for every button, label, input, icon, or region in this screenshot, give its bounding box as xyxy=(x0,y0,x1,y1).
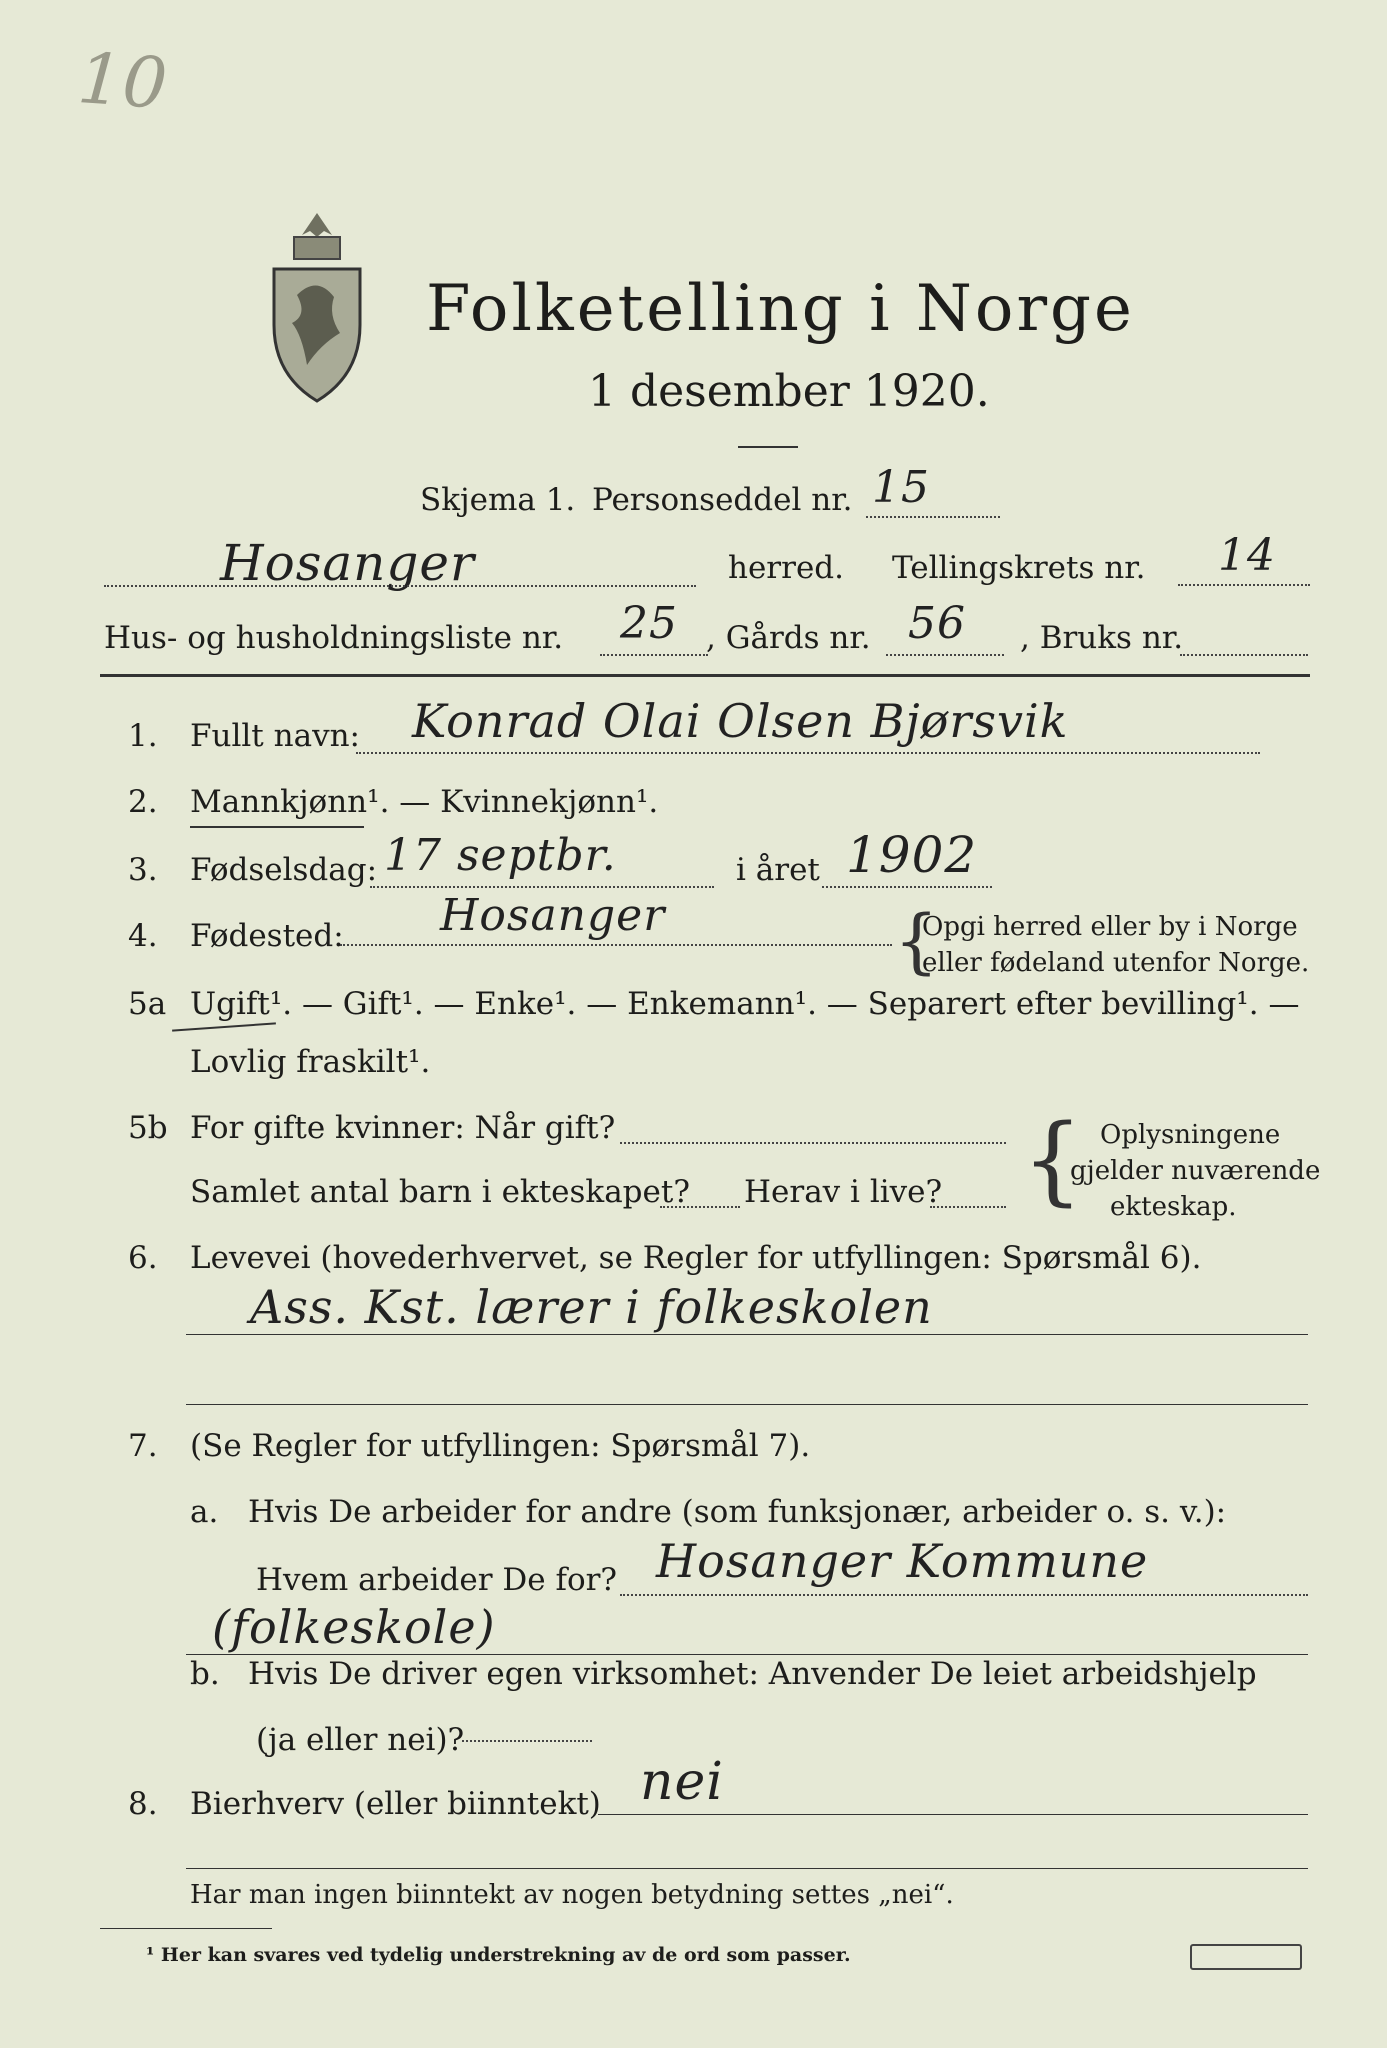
occupation-value: Ass. Kst. lærer i folkeskolen xyxy=(250,1280,933,1334)
q8-number: 8. xyxy=(128,1786,158,1822)
full-name-value: Konrad Olai Olsen Bjørsvik xyxy=(412,694,1069,748)
q2-number: 2. xyxy=(128,784,158,820)
title-divider xyxy=(738,446,798,448)
q5a-number: 5a xyxy=(128,986,167,1022)
herred-label: herred. xyxy=(728,550,844,586)
birthplace-value: Hosanger xyxy=(440,890,666,941)
footnote: ¹ Her kan svares ved tydelig understrekning av de ord som passer. xyxy=(146,1944,851,1966)
q1-label: Fullt navn: xyxy=(190,718,360,754)
q3-label: Fødselsdag: xyxy=(190,852,378,888)
birthplace-note-2: eller fødeland utenfor Norge. xyxy=(922,948,1310,978)
married-when-label: For gifte kvinner: Når gift? xyxy=(190,1110,616,1146)
hus-value: 25 xyxy=(620,598,678,649)
marriage-note-2: gjelder nuværende xyxy=(1070,1156,1321,1186)
gards-value: 56 xyxy=(908,598,966,649)
tellingskrets-value: 14 xyxy=(1218,530,1276,581)
employer-value-2: (folkeskole) xyxy=(212,1600,496,1654)
q7-label: (Se Regler for utfyllingen: Spørsmål 7). xyxy=(190,1428,811,1464)
q7-number: 7. xyxy=(128,1428,158,1464)
margin-note: 10 xyxy=(75,36,170,126)
q1-number: 1. xyxy=(128,718,158,754)
marital-status-options-2: Lovlig fraskilt¹. xyxy=(190,1044,431,1080)
bruks-label: , Bruks nr. xyxy=(1020,620,1184,656)
printer-stamp xyxy=(1190,1944,1302,1970)
children-total-label: Samlet antal barn i ekteskapet? xyxy=(190,1174,690,1210)
marriage-note-brace: { xyxy=(1022,1104,1084,1216)
q7b-text: Hvis De driver egen virksomhet: Anvender De leiet arbeidshjelp xyxy=(248,1656,1257,1692)
page-title: Folketelling i Norge xyxy=(426,272,1135,346)
coat-of-arms-icon xyxy=(262,205,372,409)
q4-number: 4. xyxy=(128,918,158,954)
q7a-letter: a. xyxy=(190,1494,219,1530)
gender-options: Mannkjønn¹. — Kvinnekjønn¹. xyxy=(190,784,659,820)
census-date: 1 desember 1920. xyxy=(588,366,990,417)
bottom-note: Har man ingen biinntekt av nogen betydning settes „nei“. xyxy=(190,1880,954,1910)
q5b-number: 5b xyxy=(128,1110,168,1146)
q7a-text: Hvis De arbeider for andre (som funksjonær, arbeider o. s. v.): xyxy=(248,1494,1227,1530)
side-income-label: Bierhverv (eller biinntekt) xyxy=(190,1786,601,1822)
skjema-label: Skjema 1. xyxy=(420,482,576,518)
hus-label: Hus- og husholdningsliste nr. xyxy=(104,620,564,656)
q7b-letter: b. xyxy=(190,1656,220,1692)
children-alive-label: Herav i live? xyxy=(744,1174,943,1210)
q4-label: Fødested: xyxy=(190,918,344,954)
q3-number: 3. xyxy=(128,852,158,888)
header-divider xyxy=(100,674,1310,677)
birthplace-note-1: Opgi herred eller by i Norge xyxy=(922,912,1298,942)
herred-value: Hosanger xyxy=(220,534,475,592)
personseddel-value: 15 xyxy=(872,462,930,513)
birth-year-value: 1902 xyxy=(846,826,978,884)
gender-underline xyxy=(190,826,364,828)
personseddel-label: Personseddel nr. xyxy=(592,482,853,518)
side-income-value: nei xyxy=(640,1752,724,1812)
q6-number: 6. xyxy=(128,1240,158,1276)
marriage-note-3: ekteskap. xyxy=(1110,1192,1237,1222)
tellingskrets-label: Tellingskrets nr. xyxy=(892,550,1146,586)
marital-status-options: Ugift¹. — Gift¹. — Enke¹. — Enkemann¹. — Separert efter bevilling¹. — xyxy=(190,986,1300,1022)
birthplace-note-brace: { xyxy=(894,900,939,982)
gards-label: , Gårds nr. xyxy=(706,620,871,656)
employer-value-1: Hosanger Kommune xyxy=(656,1534,1149,1588)
birthday-value: 17 septbr. xyxy=(384,830,617,881)
hired-help-label: (ja eller nei)? xyxy=(256,1722,465,1758)
employer-label: Hvem arbeider De for? xyxy=(256,1562,618,1598)
ugift-underline xyxy=(172,1022,276,1031)
occupation-label: Levevei (hovederhvervet, se Regler for utfyllingen: Spørsmål 6). xyxy=(190,1240,1202,1276)
year-label: i året xyxy=(736,852,820,888)
marriage-note-1: Oplysningene xyxy=(1100,1120,1281,1150)
